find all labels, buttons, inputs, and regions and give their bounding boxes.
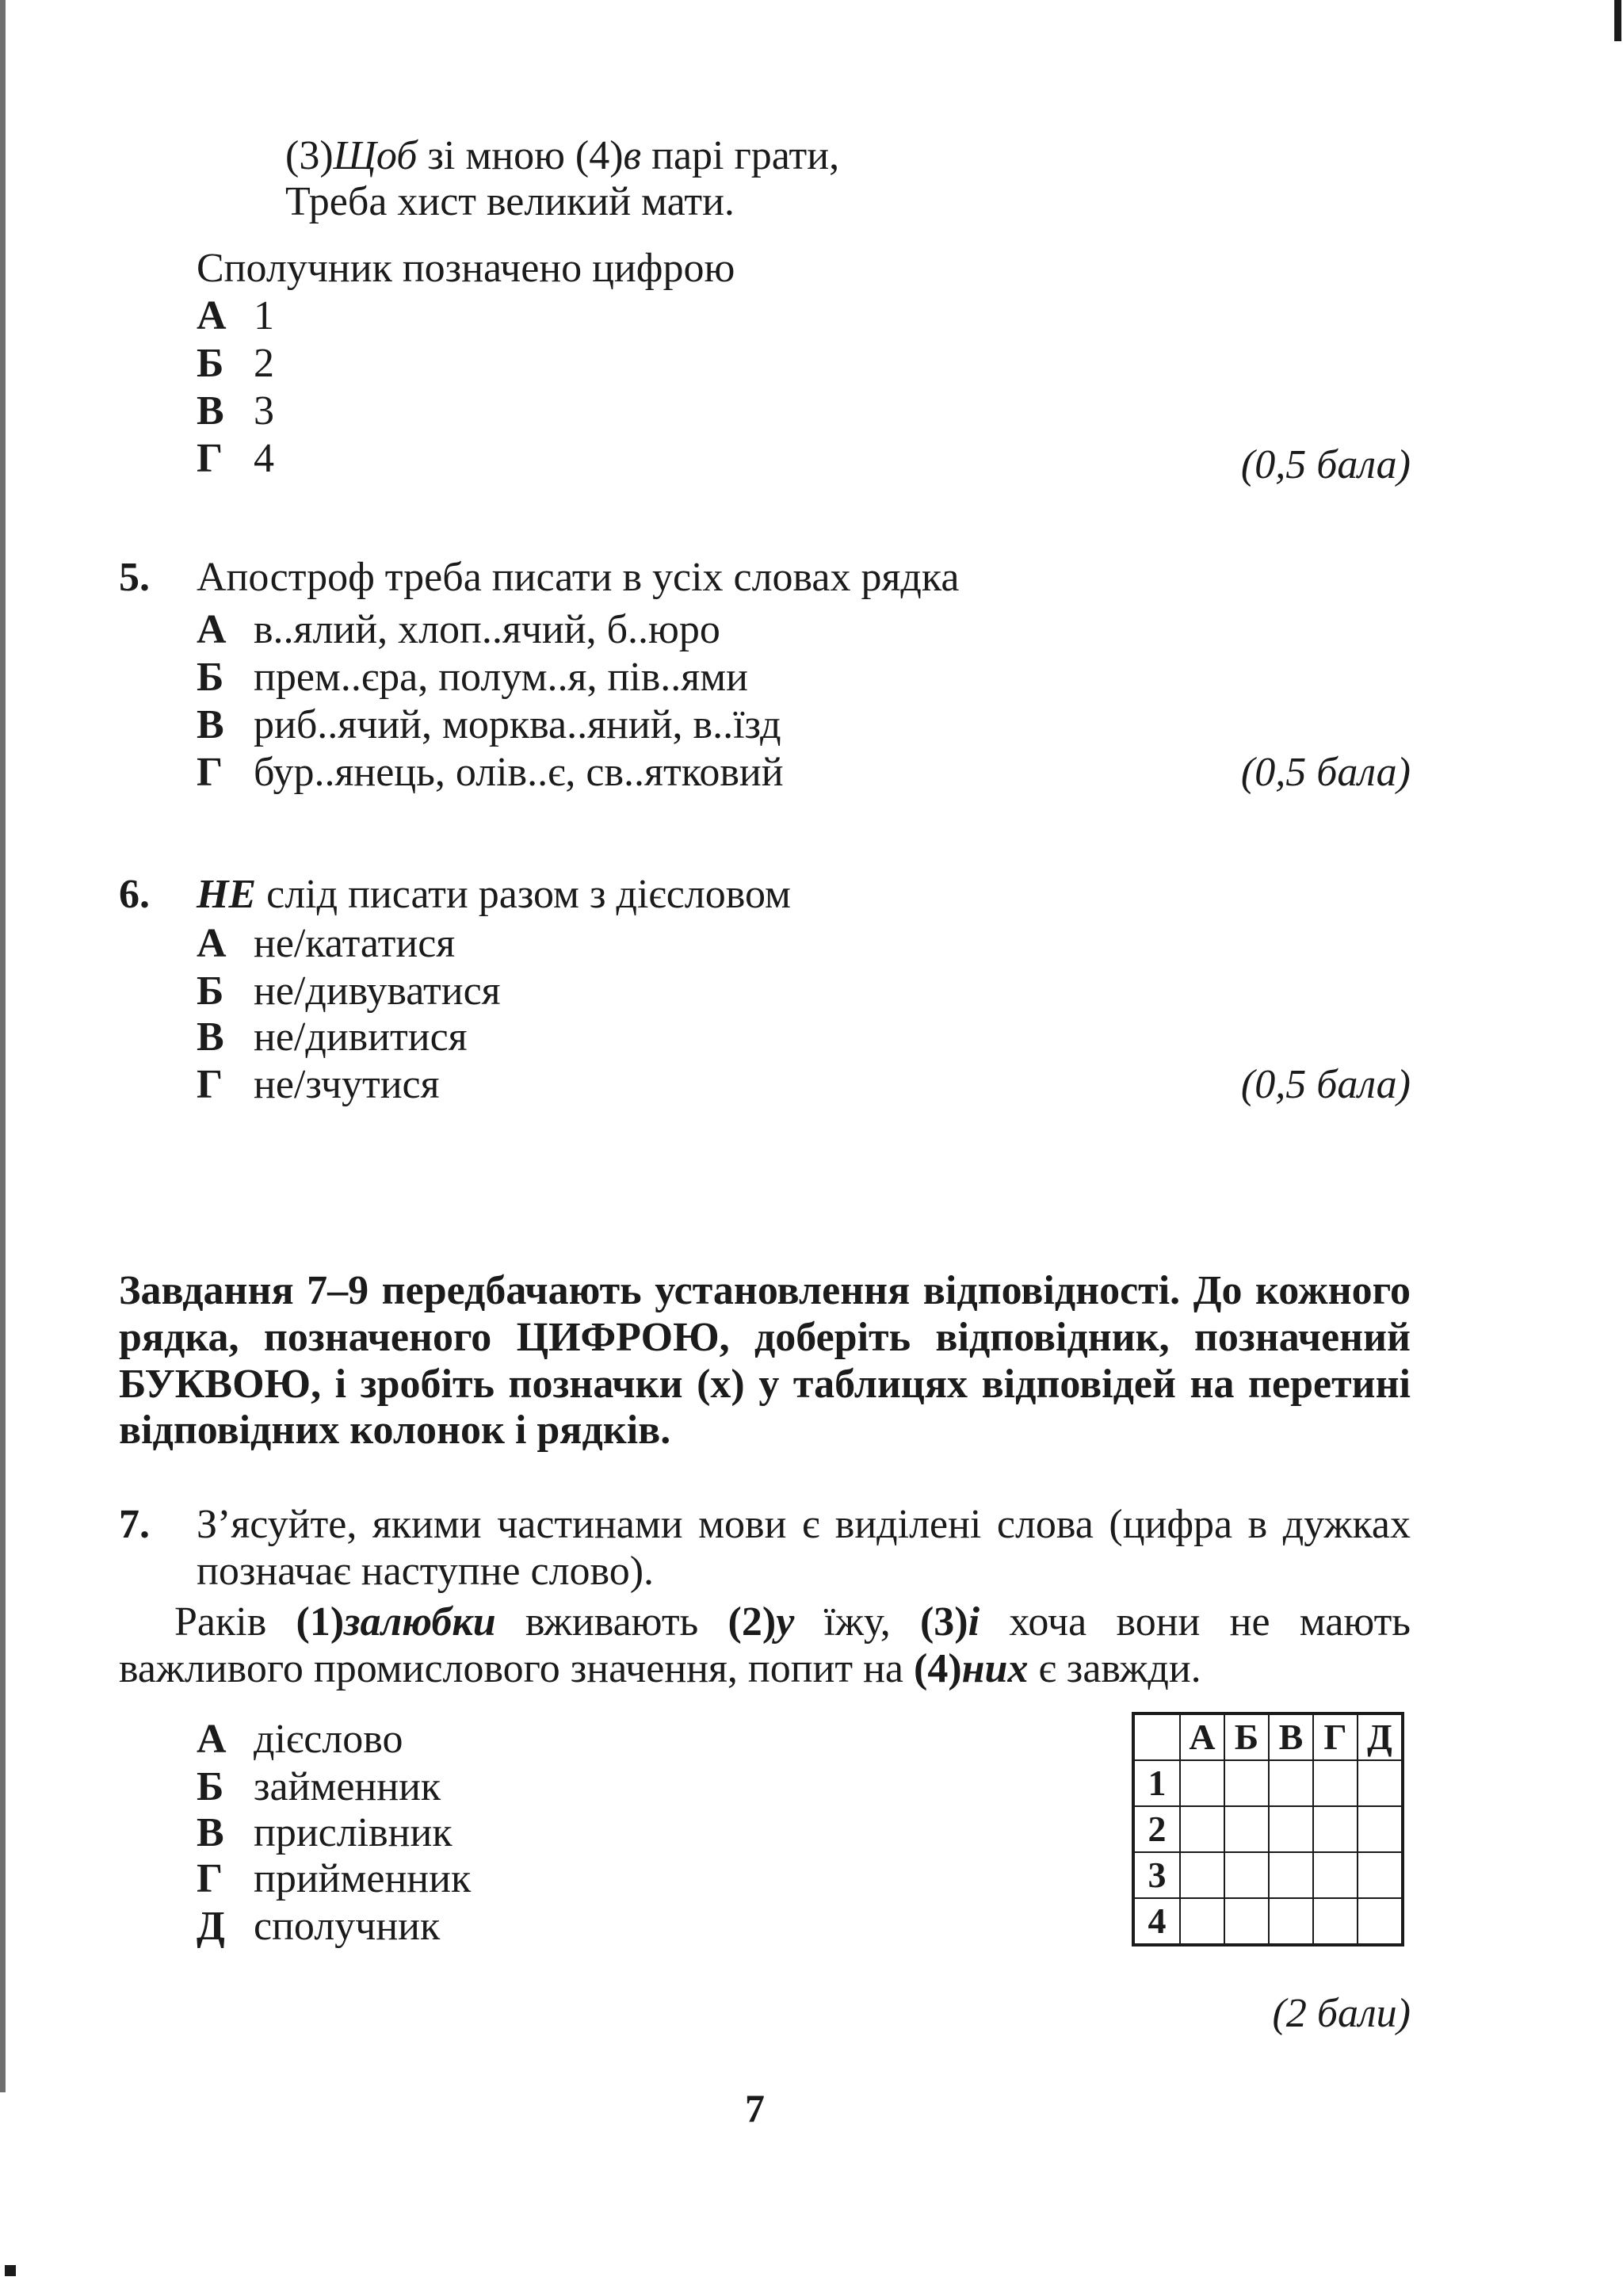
- answer-cell[interactable]: [1180, 1760, 1224, 1806]
- table-row: [1133, 1806, 1403, 1852]
- q5-prompt: Апостроф треба писати в усіх словах рядка: [197, 555, 960, 600]
- q6-option-a: А не/кататися: [197, 921, 456, 966]
- answer-cell[interactable]: [1269, 1806, 1313, 1852]
- table-col-header: Б: [1224, 1713, 1269, 1760]
- q4-score: (0,5 бала): [1240, 442, 1411, 487]
- q7-prompt: З’ясуйте, якими частинами мови є виділені слова (цифра в дужках позначає наступне слово).: [197, 1502, 1411, 1594]
- scan-corner-mark: [5, 2265, 16, 2276]
- table-col-header: Д: [1358, 1713, 1403, 1760]
- table-row-header: 1: [1133, 1760, 1180, 1806]
- q7-option-b: Б займенник: [197, 1764, 441, 1809]
- marked-word-4: в: [623, 133, 642, 178]
- q7-number: 7.: [119, 1502, 150, 1547]
- q5-option-b: Б прем..єра, полум..я, пів..ями: [197, 655, 748, 700]
- q6-option-c: В не/дивитися: [197, 1014, 468, 1060]
- q7-word-4: них: [961, 1645, 1029, 1691]
- q7-sentence: Раків (1)залюбки вживають (2)у їжу, (3)і хоча вони не мають важливого промислового значення, попит на (4)них є завжди.: [119, 1599, 1411, 1691]
- q7-score: (2 бали): [1272, 1991, 1411, 2036]
- answer-cell[interactable]: [1313, 1806, 1358, 1852]
- q4-option-b: Б 2: [197, 341, 274, 386]
- table-row: [1133, 1898, 1403, 1945]
- q7-option-c: В прислівник: [197, 1810, 453, 1855]
- q6-option-d: Г не/зчутися: [197, 1062, 440, 1107]
- answer-cell[interactable]: [1180, 1806, 1224, 1852]
- table-col-header: В: [1269, 1713, 1313, 1760]
- table-row: [1133, 1852, 1403, 1898]
- table-header-row: [1133, 1713, 1403, 1760]
- table-row: [1133, 1760, 1403, 1806]
- answer-cell[interactable]: [1224, 1898, 1269, 1945]
- answer-cell[interactable]: [1358, 1852, 1403, 1898]
- q6-option-b: Б не/дивуватися: [197, 968, 501, 1014]
- answer-cell[interactable]: [1313, 1852, 1358, 1898]
- scan-left-edge: [0, 0, 6, 2092]
- q4-option-a: А 1: [197, 293, 274, 338]
- q7-task: [119, 1502, 1411, 1595]
- answer-cell[interactable]: [1224, 1806, 1269, 1852]
- answer-cell[interactable]: [1358, 1898, 1403, 1945]
- q4-option-c: В 3: [197, 388, 274, 434]
- table-col-header: А: [1180, 1713, 1224, 1760]
- q6-score: (0,5 бала): [1240, 1062, 1411, 1107]
- q7-option-e: Д сполучник: [197, 1904, 441, 1949]
- q5-option-a: А в..ялий, хлоп..ячий, б..юро: [197, 607, 720, 652]
- table-row-header: 4: [1133, 1898, 1180, 1945]
- answer-cell[interactable]: [1180, 1898, 1224, 1945]
- scan-right-edge-mark: [1614, 0, 1621, 41]
- answer-cell[interactable]: [1358, 1806, 1403, 1852]
- answer-cell[interactable]: [1358, 1760, 1403, 1806]
- q7-word-2: у: [776, 1599, 795, 1645]
- answer-cell[interactable]: [1313, 1760, 1358, 1806]
- q7-option-d: Г прийменник: [197, 1856, 472, 1901]
- q4-prompt: Сполучник позначено цифрою: [197, 246, 735, 291]
- poem-line-2: Треба хист великий мати.: [285, 179, 735, 225]
- q5-option-d: Г бур..янець, олів..є, св..ятковий: [197, 750, 784, 795]
- table-corner-cell: [1133, 1713, 1180, 1760]
- q6-number: 6.: [119, 872, 150, 917]
- matching-instructions: Завдання 7–9 передбачають установлення відповідності. До кожного рядка, позначеного ЦИФРОЮ, доберіть відповідник, позначений БУКВОЮ, і зробіть позначки (х) у таблицях відповідей на перетині відповідних колонок і рядків.: [119, 1268, 1411, 1454]
- marked-word-3: Щоб: [333, 133, 418, 178]
- answer-cell[interactable]: [1224, 1760, 1269, 1806]
- page-number: 7: [745, 2086, 765, 2130]
- answer-cell[interactable]: [1269, 1852, 1313, 1898]
- answer-cell[interactable]: [1313, 1898, 1358, 1945]
- table-row-header: 2: [1133, 1806, 1180, 1852]
- q7-answer-table: [1132, 1712, 1404, 1946]
- q6-prompt: НЕ слід писати разом з дієсловом: [197, 872, 791, 917]
- answer-cell[interactable]: [1180, 1852, 1224, 1898]
- answer-cell[interactable]: [1269, 1898, 1313, 1945]
- q7-option-a: А дієслово: [197, 1717, 403, 1762]
- q4-option-d: Г 4: [197, 436, 274, 481]
- table-col-header: Г: [1313, 1713, 1358, 1760]
- answer-cell[interactable]: [1269, 1760, 1313, 1806]
- poem-fragment: [285, 133, 1498, 225]
- q5-option-c: В риб..ячий, морква..яний, в..їзд: [197, 702, 781, 747]
- poem-line-1: (3)Щоб зі мною (4)в парі грати,: [285, 133, 840, 178]
- answer-cell[interactable]: [1224, 1852, 1269, 1898]
- q7-word-1: залюбки: [344, 1599, 496, 1645]
- q5-score: (0,5 бала): [1240, 750, 1411, 795]
- table-row-header: 3: [1133, 1852, 1180, 1898]
- q5-number: 5.: [119, 555, 150, 600]
- q7-word-3: і: [968, 1599, 980, 1645]
